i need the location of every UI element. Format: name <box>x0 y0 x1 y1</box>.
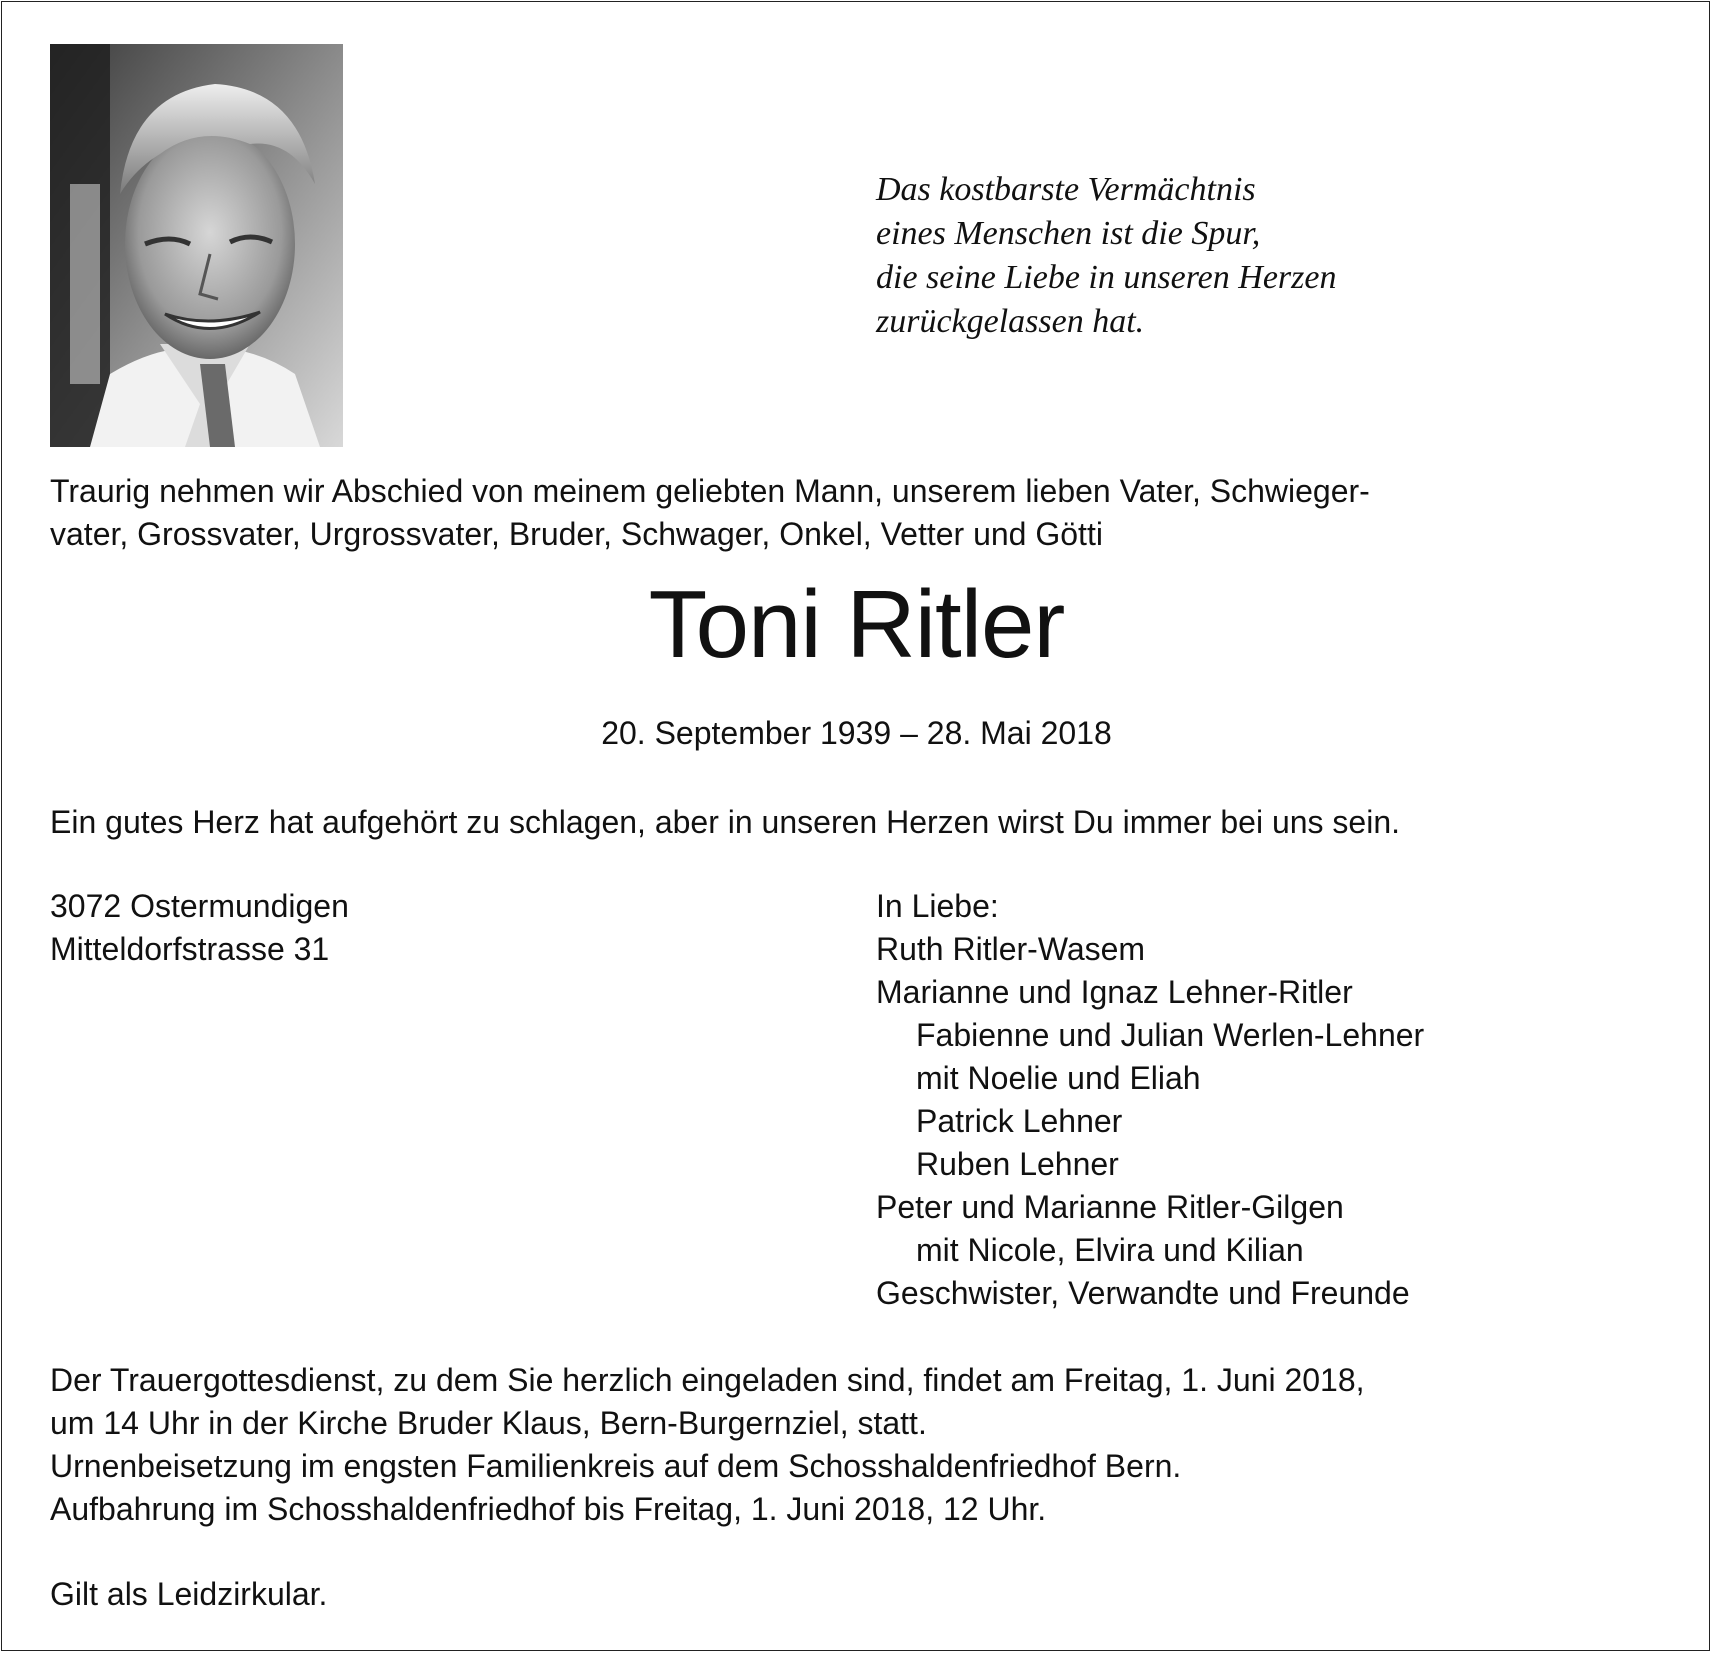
address-street: Mitteldorfstrasse 31 <box>50 931 330 967</box>
mourner-entry: mit Noelie und Eliah <box>916 1060 1201 1096</box>
family-address <box>50 885 349 971</box>
intro-line: vater, Grossvater, Urgrossvater, Bruder, Schwager, Onkel, Vetter und Götti <box>50 516 1103 552</box>
farewell-intro <box>50 470 1370 556</box>
quote-line: zurückgelassen hat. <box>876 303 1145 340</box>
life-dates: 20. September 1939 – 28. Mai 2018 <box>601 715 1112 751</box>
mourners-list <box>876 885 1424 1315</box>
heart-sentence: Ein gutes Herz hat aufgehört zu schlagen, aber in unseren Herzen wirst Du immer bei uns sein. <box>50 804 1401 840</box>
service-line: Urnenbeisetzung im engsten Familienkreis auf dem Schosshaldenfriedhof Bern. <box>50 1448 1182 1484</box>
memorial-quote <box>876 168 1336 344</box>
mourner-entry: Geschwister, Verwandte und Freunde <box>876 1275 1410 1311</box>
quote-line: Das kostbarste Vermächtnis <box>876 171 1256 208</box>
mourners-heading: In Liebe: <box>876 888 999 924</box>
quote-line: die seine Liebe in unseren Herzen <box>876 259 1337 296</box>
service-line: Aufbahrung im Schosshaldenfriedhof bis Freitag, 1. Juni 2018, 12 Uhr. <box>50 1491 1047 1527</box>
quote-line: eines Menschen ist die Spur, <box>876 215 1261 252</box>
mourner-entry: Ruth Ritler-Wasem <box>876 931 1146 967</box>
mourner-entry: Patrick Lehner <box>916 1103 1123 1139</box>
mourner-entry: Peter und Marianne Ritler-Gilgen <box>876 1189 1344 1225</box>
intro-line: Traurig nehmen wir Abschied von meinem geliebten Mann, unserem lieben Vater, Schwieger- <box>50 473 1370 509</box>
mourner-entry: mit Nicole, Elvira und Kilian <box>916 1232 1304 1268</box>
service-details <box>50 1359 1365 1531</box>
service-line: Der Trauergottesdienst, zu dem Sie herzlich eingeladen sind, findet am Freitag, 1. Juni 2018, <box>50 1362 1365 1398</box>
mourner-entry: Fabienne und Julian Werlen-Lehner <box>916 1017 1425 1053</box>
mourner-entry: Marianne und Ignaz Lehner-Ritler <box>876 974 1353 1010</box>
portrait-photo <box>50 44 343 447</box>
deceased-name: Toni Ritler <box>648 571 1065 678</box>
circular-note: Gilt als Leidzirkular. <box>50 1576 328 1612</box>
address-city: 3072 Ostermundigen <box>50 888 349 924</box>
service-line: um 14 Uhr in der Kirche Bruder Klaus, Bern-Burgernziel, statt. <box>50 1405 927 1441</box>
mourner-entry: Ruben Lehner <box>916 1146 1119 1182</box>
